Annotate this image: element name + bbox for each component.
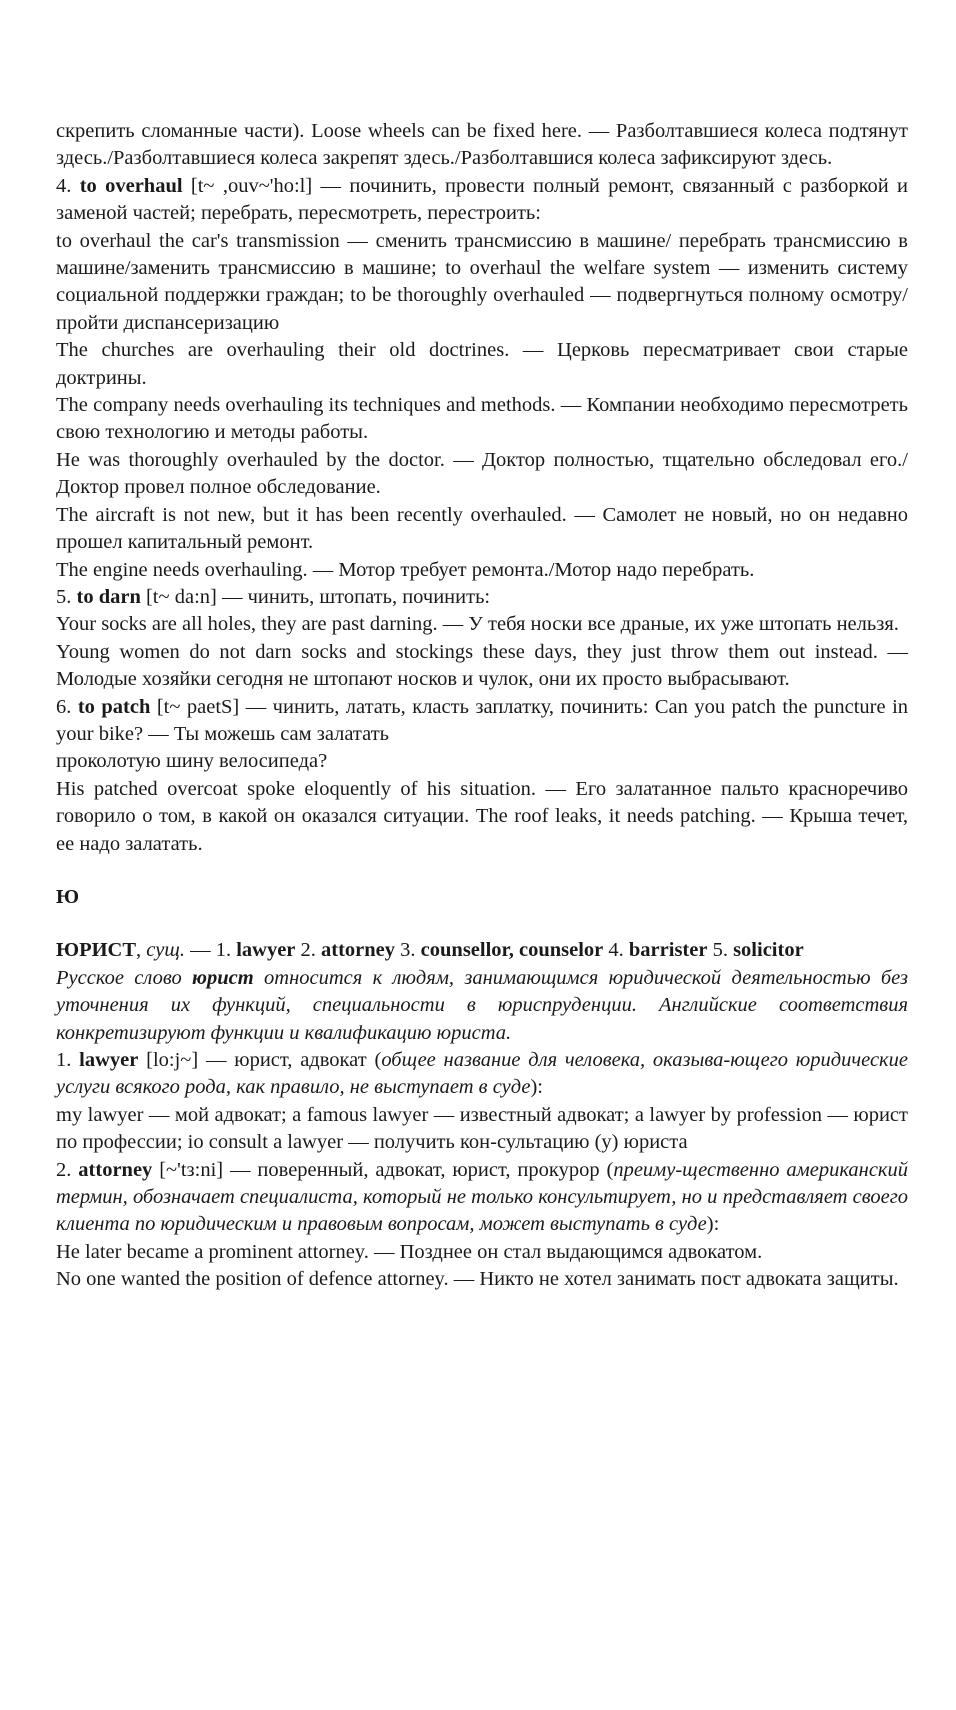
paragraph bbox=[56, 694, 908, 749]
text-run: Русское слово bbox=[56, 966, 193, 989]
text-run: 4. bbox=[56, 174, 80, 197]
text-run: [lo:j~] — юрист, адвокат ( bbox=[138, 1049, 382, 1071]
text-run: ): bbox=[706, 1213, 720, 1236]
text-run: — 1. bbox=[184, 939, 237, 962]
text-run: относится к людям, занимающимся юридической деятельностью без уточнения их функций, специальности в юриспруденции. Английские соответствия конкретизируют функции и квалификацию юриста. bbox=[56, 966, 908, 1044]
text-run: [t~ paetS] — чинить, латать, класть заплатку, починить: Can you patch the puncture in your bike? — Ты можешь сам залатать bbox=[56, 695, 909, 745]
paragraph bbox=[56, 392, 908, 447]
text-run: 2. bbox=[295, 939, 322, 962]
text-run: проколотую шину велосипеда? bbox=[56, 750, 328, 773]
text-run: 5. bbox=[707, 939, 734, 962]
paragraph bbox=[56, 118, 908, 173]
text-run: 3. bbox=[395, 939, 421, 962]
text-run: to overhaul the car's transmission — сменить трансмиссию в машине/ перебрать трансмиссию в машине/заменить трансмиссию в машине; to overhaul the welfare system — изменить систему социальной поддержки граждан; to be thoroughly overhauled — подвергнуться полному осмотру/пройти диспансеризацию bbox=[56, 229, 908, 334]
section-spacer bbox=[56, 911, 908, 937]
paragraph bbox=[56, 1266, 908, 1293]
paragraph bbox=[56, 611, 908, 638]
text-run: The engine needs overhauling. — Мотор требует ремонта./Мотор надо перебрать. bbox=[56, 558, 755, 581]
text-run: 4. bbox=[603, 939, 629, 962]
headword: ЮРИСТ bbox=[56, 939, 137, 962]
headword: solicitor bbox=[733, 939, 804, 962]
text-run: Young women do not darn socks and stockings these days, they just throw them out instead. — Молодые хозяйки сегодня не штопают носков и чулок, они их просто выбрасывают. bbox=[56, 640, 908, 691]
text-run: He later became a prominent attorney. — Позднее он стал выдающимся адвокатом. bbox=[56, 1240, 763, 1263]
text-run: 5. bbox=[56, 585, 77, 608]
headword: counsellor, counselor bbox=[420, 939, 604, 962]
paragraph bbox=[56, 584, 908, 611]
headword: юрист bbox=[192, 966, 254, 989]
text-run: ): bbox=[530, 1076, 543, 1099]
paragraph bbox=[56, 557, 908, 584]
paragraph bbox=[56, 937, 908, 964]
paragraph bbox=[56, 447, 908, 502]
text-run: He was thoroughly overhauled by the doctor. — Доктор полностью, тщательно обследовал его./Доктор провел полное обследование. bbox=[56, 448, 908, 499]
italic-note: преиму-щественно американский термин, обозначает специалиста, который не только консультирует, но и представляет своего клиента по юридическим и правовым вопросам, может выступать в суде bbox=[56, 1158, 909, 1236]
paragraph bbox=[56, 1102, 908, 1157]
paragraph bbox=[56, 1239, 908, 1266]
section-spacer bbox=[56, 858, 908, 884]
text-run: [t~ da:n] — чинить, штопать, починить: bbox=[140, 585, 491, 608]
text-run: The aircraft is not new, but it has been recently overhauled. — Самолет не новый, но он недавно прошел капитальный ремонт. bbox=[56, 503, 908, 554]
text-run: Ю bbox=[56, 885, 80, 908]
text-run: , bbox=[136, 939, 147, 962]
text-run: 2. bbox=[56, 1158, 79, 1181]
headword: barrister bbox=[628, 939, 708, 962]
text-run: No one wanted the position of defence attorney. — Никто не хотел занимать пост адвоката защиты. bbox=[56, 1268, 899, 1291]
headword: to darn bbox=[76, 585, 141, 608]
text-run: 1. bbox=[56, 1049, 80, 1071]
headword: lawyer bbox=[79, 1049, 139, 1071]
italic-note: сущ. bbox=[146, 939, 185, 962]
paragraph bbox=[56, 337, 908, 392]
paragraph bbox=[56, 228, 908, 338]
headword: to overhaul bbox=[79, 174, 183, 197]
paragraph bbox=[56, 639, 908, 694]
headword: lawyer bbox=[236, 939, 296, 962]
text-run: скрепить сломанные части). Loose wheels can be fixed here. — Разболтавшиеся колеса подтянут здесь./Разболтавшиеся колеса закрепят здесь./Разболтавшися колеса зафиксируют здесь. bbox=[56, 120, 908, 170]
text-run: [t~ ,ouv~'ho:l] — починить, провести полный ремонт, связанный с разборкой и заменой частей; перебрать, пересмотреть, перестроить: bbox=[56, 174, 909, 225]
text-run: Your socks are all holes, they are past darning. — У тебя носки все драные, их уже штопать нельзя. bbox=[56, 613, 899, 636]
headword: attorney bbox=[78, 1158, 153, 1181]
paragraph bbox=[56, 965, 908, 1047]
text-run: The company needs overhauling its techniques and methods. — Компании необходимо пересмотреть свою технологию и методы работы. bbox=[56, 394, 908, 444]
text-run: The churches are overhauling their old doctrines. — Церковь пересматривает свои старые доктрины. bbox=[56, 339, 908, 389]
text-run: 6. bbox=[56, 695, 78, 718]
paragraph bbox=[56, 748, 908, 775]
paragraph bbox=[56, 776, 908, 858]
italic-note: общее название для человека, оказыва-ющего юридические услуги всякого рода, как правило, не выступает в суде bbox=[56, 1049, 908, 1099]
headword: attorney bbox=[321, 939, 396, 962]
headword: to patch bbox=[77, 695, 151, 718]
paragraph bbox=[56, 1047, 908, 1102]
paragraph bbox=[56, 502, 908, 557]
text-run: my lawyer — мой адвокат; a famous lawyer — известный адвокат; a lawyer by profession — юрист по профессии; io consult a lawyer — получить кон-сультацию (у) юриста bbox=[56, 1103, 908, 1154]
section-letter-heading bbox=[56, 884, 908, 911]
paragraph bbox=[56, 1157, 908, 1239]
text-run: [~'tз:ni] — поверенный, адвокат, юрист, прокурор ( bbox=[152, 1158, 614, 1181]
paragraph bbox=[56, 173, 908, 228]
text-run: His patched overcoat spoke eloquently of his situation. — Его залатанное пальто красноречиво говорило о том, в какой он оказался ситуации. The roof leaks, it needs patching. — Крыша течет, ее надо залатать. bbox=[56, 777, 908, 855]
